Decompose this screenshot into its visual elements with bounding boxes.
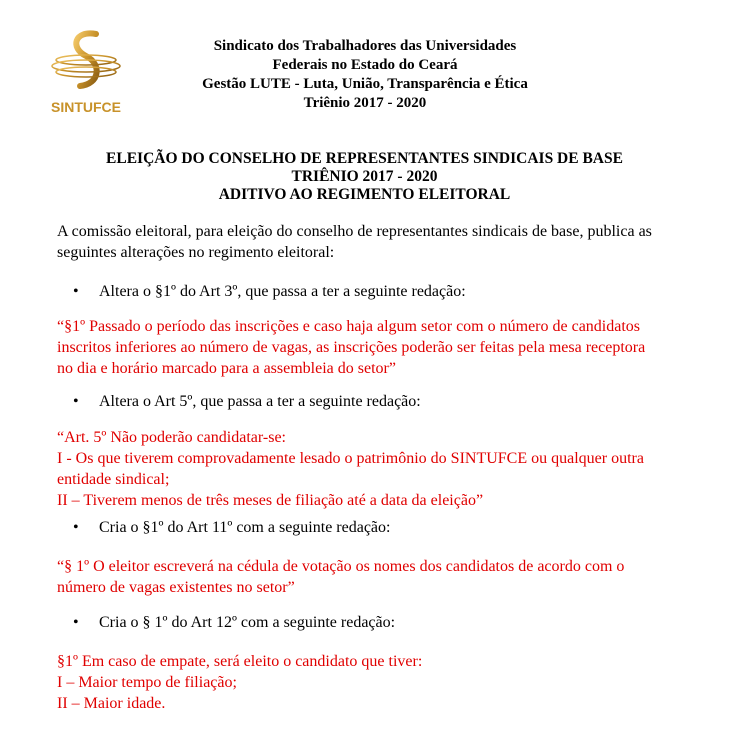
- bullet-text: Altera o §1º do Art 3º, que passa a ter a seguinte redação:: [99, 283, 466, 300]
- bullet-item-1: [73, 281, 466, 302]
- amendment-text-4: [57, 651, 422, 714]
- bullet-icon: •: [73, 283, 79, 300]
- intro-line2: seguintes alterações no regimento eleitoral:: [57, 244, 335, 261]
- amendment-line: inscritos inferiores ao número de vagas, as inscrições poderão ser feitas pela mesa receptora: [57, 339, 646, 356]
- amendment-line: §1º Em caso de empate, será eleito o candidato que tiver:: [57, 653, 423, 670]
- title-line3: ADITIVO AO REGIMENTO ELEITORAL: [218, 186, 511, 203]
- amendment-line: II – Maior idade.: [57, 695, 166, 712]
- amendment-line: I - Os que tiverem comprovadamente lesado o patrimônio do SINTUFCE ou qualquer outra: [57, 450, 644, 467]
- amendment-line: entidade sindical;: [57, 471, 170, 488]
- bullet-text: Cria o §1º do Art 11º com a seguinte redação:: [99, 519, 391, 536]
- amendment-line: “§1º Passado o período das inscrições e caso haja algum setor com o número de candidatos: [57, 318, 641, 335]
- triennium: Triênio 2017 - 2020: [303, 95, 427, 111]
- bullet-icon: •: [73, 519, 79, 536]
- amendment-line: II – Tiverem menos de três meses de filiação até a data da eleição”: [57, 492, 484, 509]
- intro-line1: A comissão eleitoral, para eleição do conselho de representantes sindicais de base, publica as: [57, 223, 652, 240]
- logo-text: SINTUFCE: [51, 99, 121, 115]
- sintufce-emblem-icon: [44, 26, 128, 116]
- amendment-line: “§ 1º O eleitor escreverá na cédula de votação os nomes dos candidatos de acordo com o: [57, 558, 625, 575]
- letterhead: [140, 37, 590, 113]
- amendment-text-2: [57, 427, 644, 511]
- bullet-text: Altera o Art 5º, que passa a ter a seguinte redação:: [99, 393, 421, 410]
- title-line1: ELEIÇÃO DO CONSELHO DE REPRESENTANTES SINDICAIS DE BASE: [106, 150, 623, 167]
- bullet-text: Cria o § 1º do Art 12º com a seguinte redação:: [99, 614, 396, 631]
- union-name-line1: Sindicato dos Trabalhadores das Universidades: [213, 38, 517, 54]
- bullet-item-2: [73, 391, 421, 412]
- amendment-line: número de vagas existentes no setor”: [57, 579, 295, 596]
- amendment-line: no dia e horário marcado para a assembleia do setor”: [57, 360, 396, 377]
- bullet-item-4: [73, 612, 395, 633]
- bullet-icon: •: [73, 614, 79, 631]
- bullet-icon: •: [73, 393, 79, 410]
- sintufce-logo: [44, 26, 128, 116]
- amendment-line: “Art. 5º Não poderão candidatar-se:: [57, 429, 286, 446]
- amendment-text-3: [57, 556, 624, 598]
- management-name: Gestão LUTE - Luta, União, Transparência e Ética: [202, 76, 528, 92]
- amendment-text-1: [57, 316, 645, 379]
- intro-paragraph: [57, 221, 652, 263]
- bullet-item-3: [73, 517, 390, 538]
- union-name-line2: Federais no Estado do Ceará: [272, 57, 458, 73]
- document-title: [40, 150, 689, 204]
- title-line2: TRIÊNIO 2017 - 2020: [291, 168, 438, 185]
- amendment-line: I – Maior tempo de filiação;: [57, 674, 237, 691]
